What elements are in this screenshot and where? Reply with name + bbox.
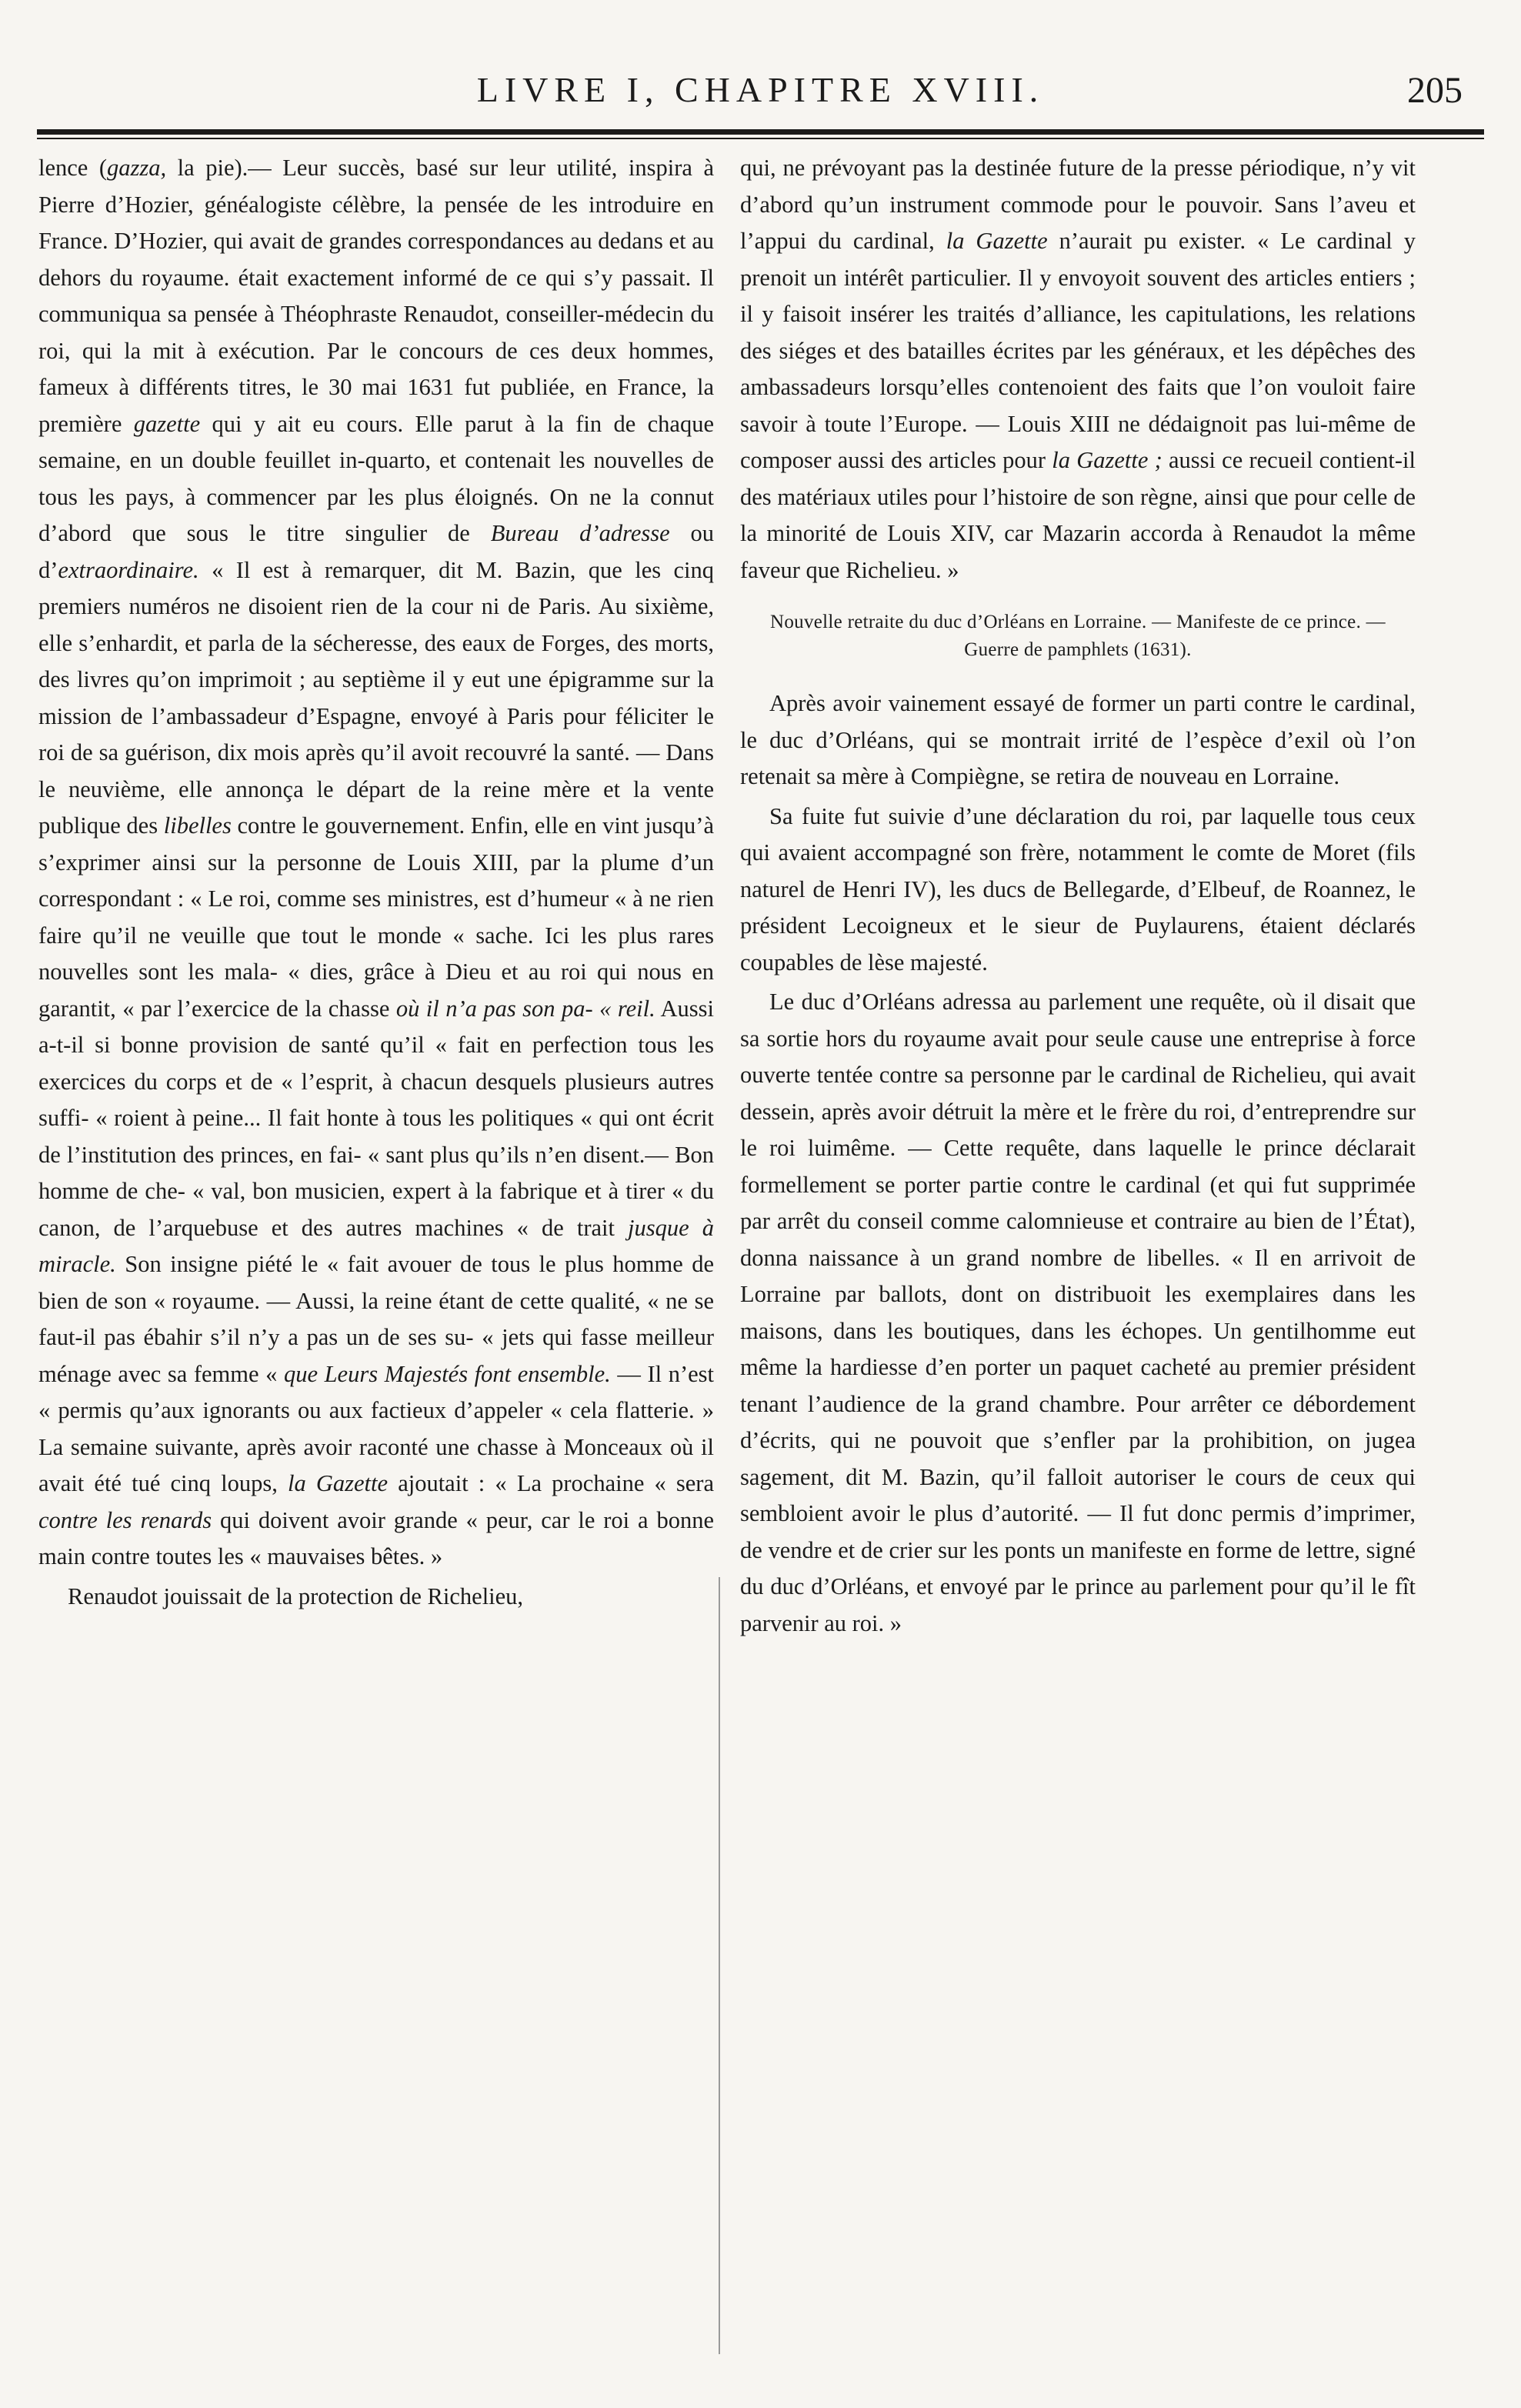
text-run: Aussi a-t-il si bonne provision de santé qu’il « fait en perfection tous les exercices du corps et de « l’esprit, à chacun desquels plusieurs autres suffi- « roient à peine... Il fait honte à tous les politiques « qui ont écrit de l’institution des princes, en fai- « sant plus qu’ils n’en disent.— Bon homme de che- « val, bon musicien, expert à la fabrique et à tirer « du canon, de l’arquebuse et des autres machines « de trait [38, 995, 714, 1241]
header-rule-thick [37, 129, 1484, 135]
text-run: n’aurait pu exister. « Le cardinal y prenoit un intérêt particulier. Il y envoyoit souvent des articles entiers ; il y faisoit insérer les traités d’alliance, les capitulations, les relations des siéges et des batailles écrites par les généraux, et les dépêches des ambassadeurs lorsqu’elles contenoient des faits que l’on vouloit faire savoir à toute l’Europe. — Louis XIII ne dédaignoit pas lui-même de composer aussi des articles pour [740, 228, 1416, 473]
header-rule-thin [37, 138, 1484, 139]
text-run: ajoutait : « La prochaine « sera [388, 1470, 714, 1496]
chapter-title: LIVRE I, CHAPITRE XVIII. [476, 70, 1045, 109]
column-divider [719, 1577, 720, 2354]
italic-run: Bureau d’adresse [490, 520, 670, 546]
right-column [740, 150, 1416, 1642]
italic-run: jusque à miracle. [38, 1214, 714, 1277]
right-paragraph-1 [740, 150, 1416, 589]
left-column [38, 150, 714, 1615]
page-number: 205 [1407, 70, 1463, 111]
text-run: Son insigne piété le « fait avouer de tous le plus homme de bien de son « royaume. — Aussi, la reine étant de cette qualité, « ne se faut-il pas ébahir s’il n’y a pas un de ses su- « jets qui fasse meilleur ménage avec sa femme « [38, 1251, 714, 1387]
italic-run: que Leurs Majestés font ensemble. [283, 1360, 611, 1387]
text-run: lence ( [38, 155, 108, 181]
right-paragraph-4: Le duc d’Orléans adressa au parlement une requête, où il disait que sa sortie hors du royaume avait pour seule cause une entreprise à force ouverte tentée contre sa personne par le cardinal de Richelieu, qui avait dessein, après avoir détruit la mère et le frère du roi, d’entreprendre sur le roi luimême. — Cette requête, dans laquelle le prince déclarait formellement se porter partie contre le cardinal (et qui fut supprimée par arrêt du conseil comme calomnieuse et contraire au bien de l’État), donna naissance à un grand nombre de libelles. « Il en arrivoit de Lorraine par ballots, dont on distribuoit les exemplaires dans les maisons, dans les boutiques, dans les échopes. Un gentilhomme eut même la hardiesse d’en porter un paquet cacheté au premier président tenant l’audience de la grand chambre. Pour arrêter ce débordement d’écrits, qui ne pouvoit que s’enfler par la prohibition, on jugea sagement, dit M. Bazin, qu’il falloit autoriser le cours de ceux qui sembloient avoir le plus d’autorité. — Il fut donc permis d’imprimer, de vendre et de crier sur les ponts un manifeste en forme de lettre, signé du duc d’Orléans, et envoyé par le prince au parlement pour qu’il le fît parvenir au roi. » [740, 989, 1416, 1636]
italic-run: où il n’a pas son pa- « reil. [395, 995, 655, 1022]
italic-run: gazette [133, 410, 201, 437]
left-paragraph-2: Renaudot jouissait de la protection de Richelieu, [68, 1583, 524, 1609]
italic-run: libelles [163, 812, 232, 839]
italic-run: la Gazette [288, 1470, 389, 1496]
italic-run: extraordinaire. [58, 556, 199, 583]
text-run: aussi ce recueil contient-il des matériaux utiles pour l’histoire de son règne, ainsi que pour celle de la minorité de Louis XIV, car Mazarin accorda à Renaudot la même faveur que Richelieu. » [740, 447, 1416, 583]
italic-run: la Gazette ; [1052, 447, 1162, 473]
italic-run: gazza, [107, 155, 167, 181]
text-run: qui, ne prévoyant pas la destinée future de la presse périodique, n’y vit d’abord qu’un instrument commode pour le pouvoir. Sans l’aveu et l’appui du cardinal, [740, 155, 1416, 254]
right-paragraph-2: Après avoir vainement essayé de former un parti contre le cardinal, le duc d’Orléans, qui se montrait irrité de l’espèce d’exil où l’on retenait sa mère à Compiègne, se retira de nouveau en Lorraine. [740, 690, 1416, 789]
text-run: qui doivent avoir grande « peur, car le roi a bonne main contre toutes les « mauvaises bêtes. » [38, 1506, 714, 1569]
right-paragraph-3: Sa fuite fut suivie d’une déclaration du roi, par laquelle tous ceux qui avaient accompagné son frère, notamment le comte de Moret (fils naturel de Henri IV), les ducs de Bellegarde, d’Elbeuf, de Roannez, le président Lecoigneux et le sieur de Puylaurens, étaient déclarés coupables de lèse majesté. [740, 802, 1416, 976]
italic-run: contre les renards [38, 1506, 212, 1533]
text-run: « Il est à remarquer, dit M. Bazin, que les cinq premiers numéros ne disoient rien de la cour ni de Paris. Au sixième, elle s’enhardit, et parla de la sécheresse, des eaux de Forges, des morts, des livres qu’on imprimoit ; au septième il y eut une épigramme sur la mission de l’ambassadeur d’Espagne, envoyé à Paris pour féliciter le roi de sa guérison, dix mois après qu’il avoit recouvré la santé. — Dans le neuvième, elle annonça le départ de la reine mère et la vente publique des [38, 556, 714, 839]
text-run: la pie).— Leur succès, basé sur leur utilité, inspira à Pierre d’Hozier, généalogiste célèbre, la pensée de les introduire en France. D’Hozier, qui avait de grandes correspondances au dedans et au dehors du royaume. était exactement informé de ce qui s’y passait. Il communiqua sa pensée à Théophraste Renaudot, conseiller-médecin du roi, qui la mit à exécution. Par le concours de ces deux hommes, fameux à différents titres, le 30 mai 1631 fut publiée, en France, la première [38, 155, 714, 437]
text-run: ou d’ [38, 520, 714, 583]
section-summary: Nouvelle retraite du duc d’Orléans en Lorraine. — Manifeste de ce prince. — Guerre de pamphlets (1631). [770, 612, 1386, 660]
text-run: contre le gouvernement. Enfin, elle en vint jusqu’à s’exprimer ainsi sur la personne de Louis XIII, par la plume d’un correspondant : « Le roi, comme ses ministres, est d’humeur « à ne rien faire qu’il ne veuille que tout le monde « sache. Ici les plus rares nouvelles sont les mala- « dies, grâce à Dieu et au roi qui nous en garantit, « par l’exercice de la chasse [38, 812, 714, 1022]
text-run: qui y ait eu cours. Elle parut à la fin de chaque semaine, en un double feuillet in-quarto, et contenait les nouvelles de tous les pays, à commencer par les plus éloignés. On ne la connut d’abord que sous le titre singulier de [38, 410, 714, 546]
left-paragraph-1 [38, 150, 714, 1576]
text-run: — Il n’est « permis qu’aux ignorants ou aux factieux d’appeler « cela flatterie. » La semaine suivante, après avoir raconté une chasse à Monceaux où il avait été tué cinq loups, [38, 1360, 714, 1496]
running-head [31, 69, 1490, 123]
italic-run: la Gazette [946, 228, 1048, 254]
